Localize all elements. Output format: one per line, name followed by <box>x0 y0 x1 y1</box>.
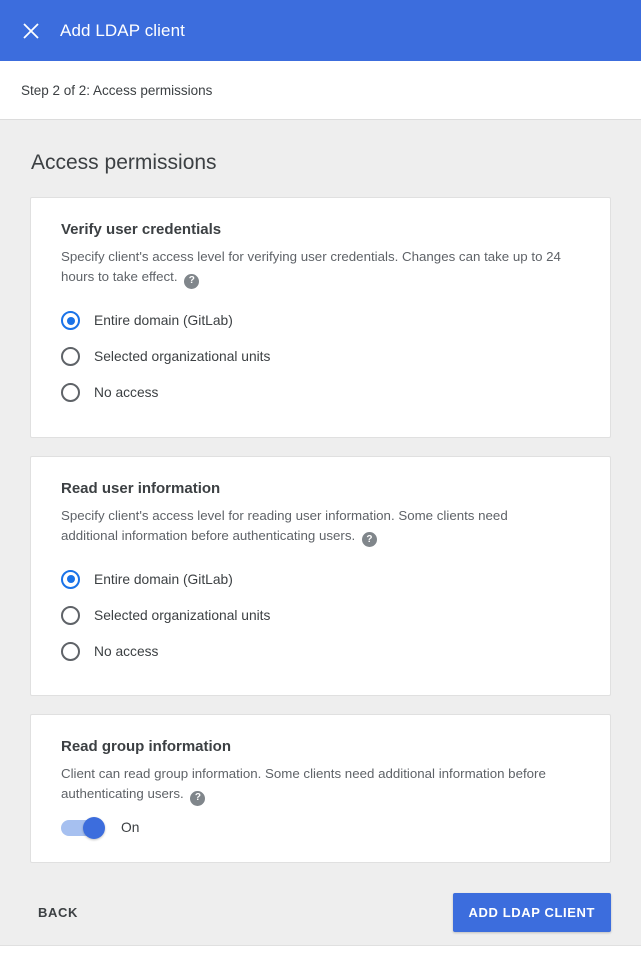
step-indicator-text: Step 2 of 2: Access permissions <box>21 82 213 98</box>
radio-option-label: Selected organizational units <box>94 607 271 623</box>
card-description-text: Specify client's access level for verifying user credentials. Changes can take up to 24 hours to take effect. <box>61 249 561 284</box>
card-read-user-information <box>30 456 611 697</box>
card-read-group-information <box>30 714 611 863</box>
card-description <box>61 506 561 548</box>
radio-button[interactable] <box>61 570 80 589</box>
radio-button[interactable] <box>61 383 80 402</box>
dialog-title: Add LDAP client <box>60 20 185 40</box>
group-info-toggle-row <box>61 820 580 836</box>
radio-button[interactable] <box>61 642 80 661</box>
radio-option-label: No access <box>94 643 159 659</box>
toggle-knob <box>83 817 105 839</box>
card-description-text: Client can read group information. Some clients need additional information before authenticating users. <box>61 766 546 801</box>
group-info-toggle[interactable] <box>61 820 103 836</box>
radio-option-no-access[interactable] <box>61 375 580 411</box>
card-description <box>61 247 561 289</box>
help-icon[interactable]: ? <box>190 791 205 806</box>
radio-option-label: No access <box>94 385 159 400</box>
radio-option-label: Entire domain (GitLab) <box>94 313 233 328</box>
page-title: Access permissions <box>31 151 217 174</box>
help-icon[interactable]: ? <box>184 274 199 289</box>
radio-option-selected-org-units[interactable] <box>61 597 580 633</box>
back-button[interactable]: BACK <box>30 895 86 930</box>
help-icon[interactable]: ? <box>362 532 377 547</box>
card-description-text: Specify client's access level for reading user information. Some clients need additional information before authenticating users. <box>61 507 508 543</box>
card-title: Verify user credentials <box>61 221 222 238</box>
radio-option-entire-domain[interactable] <box>61 303 580 339</box>
radio-button[interactable] <box>61 311 80 330</box>
close-icon[interactable] <box>18 18 44 44</box>
dialog-content <box>0 120 641 879</box>
toggle-state-label: On <box>121 820 140 835</box>
radio-option-entire-domain[interactable] <box>61 561 580 597</box>
dialog-header <box>0 0 641 61</box>
step-indicator-bar <box>0 61 641 120</box>
radio-button[interactable] <box>61 606 80 625</box>
radio-option-selected-org-units[interactable] <box>61 339 580 375</box>
radio-button[interactable] <box>61 347 80 366</box>
radio-option-no-access[interactable] <box>61 633 580 669</box>
card-verify-user-credentials <box>30 197 611 438</box>
card-title: Read user information <box>61 479 221 497</box>
radio-option-label: Selected organizational units <box>94 349 271 364</box>
card-description <box>61 764 561 806</box>
card-title: Read group information <box>61 738 231 755</box>
dialog-footer <box>0 879 641 945</box>
bottom-strip <box>0 945 641 957</box>
radio-option-label: Entire domain (GitLab) <box>94 571 233 587</box>
add-ldap-client-button[interactable]: ADD LDAP CLIENT <box>453 893 611 932</box>
